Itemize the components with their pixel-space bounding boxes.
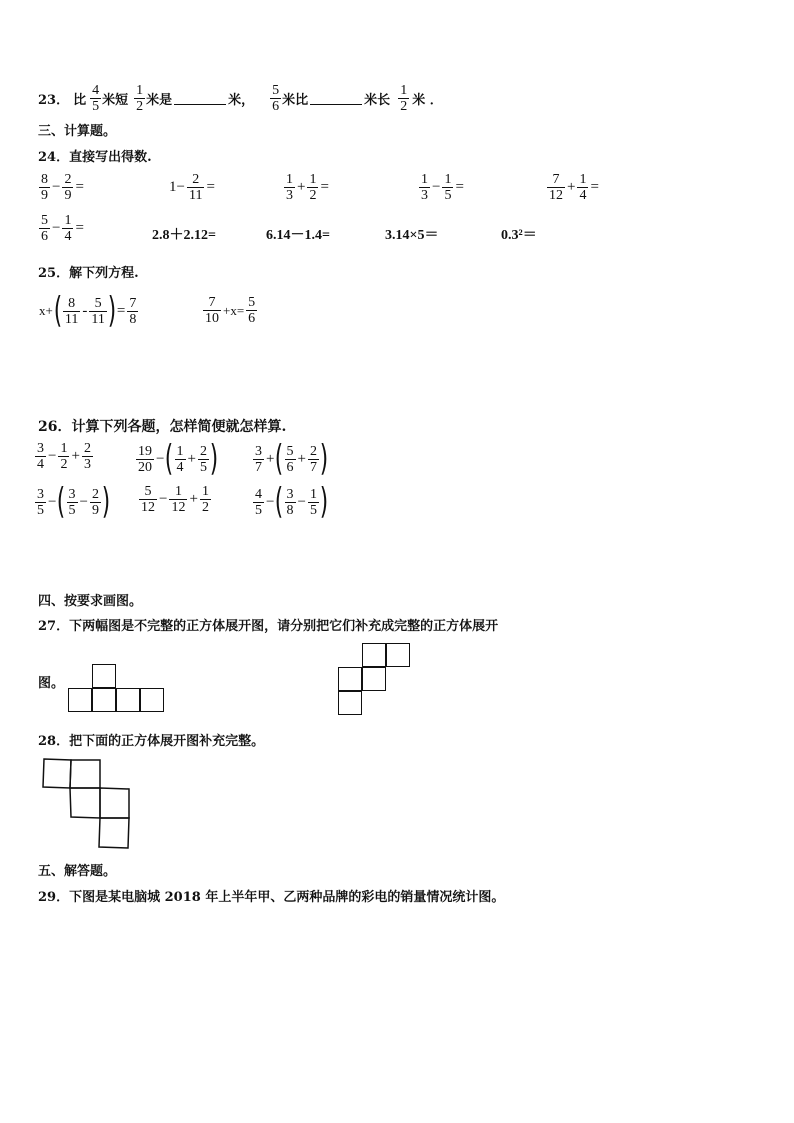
question-number: 23．: [38, 93, 70, 108]
question-27-title: 27．下两幅图是不完整的正方体展开图，请分别把它们补充成完整的正方体展开: [38, 619, 499, 634]
fraction: $\frac{5}{6}$: [272, 83, 280, 114]
fraction: $\frac{1}{2}$: [400, 83, 408, 114]
net-square: [92, 664, 116, 688]
question-24-title: 24．直接写出得数.: [38, 150, 152, 165]
calc-expression: $\frac{3}{4}$ − $\frac{1}{2}$ + $\frac{2}{3}$: [37, 441, 91, 472]
calc-item: 0.3²＝: [501, 228, 537, 243]
fraction: $\frac{4}{5}$: [92, 83, 100, 114]
calc-item: 2.8＋2.12=: [152, 228, 216, 243]
net-square: [43, 759, 71, 788]
calc-expression: $\frac{4}{5}$ − ( $\frac{3}{8}$ − $\frac{1}{5}$ ): [255, 481, 329, 522]
section-3-heading: 三、计算题。: [38, 124, 117, 139]
net-square: [338, 667, 362, 691]
question-25-title: 25．解下列方程.: [38, 266, 139, 281]
calc-item: $\frac{1}{3}$ − $\frac{1}{5}$ =: [421, 172, 464, 203]
calc-expression: $\frac{19}{20}$ − ( $\frac{1}{4}$ + $\frac{2}{5}$ ): [138, 438, 219, 479]
net-square: [70, 760, 100, 788]
calc-item: $\frac{5}{6}$ − $\frac{1}{4}$ =: [41, 213, 84, 244]
calc-item: 3.14×5＝: [385, 228, 439, 243]
equation-2: $\frac{7}{10}$ +x= $\frac{5}{6}$: [205, 295, 256, 326]
calc-expression: $\frac{5}{12}$ − $\frac{1}{12}$ + $\frac{1}{2}$: [141, 484, 209, 515]
question-28-title: 28．把下面的正方体展开图补充完整。: [38, 734, 265, 749]
calc-item: $\frac{7}{12}$ + $\frac{1}{4}$ =: [549, 172, 599, 203]
answer-blank[interactable]: [174, 93, 226, 105]
calc-item: $\frac{8}{9}$ − $\frac{2}{9}$ =: [41, 172, 84, 203]
net-square: [116, 688, 140, 712]
net-square: [100, 788, 129, 818]
calc-expression: $\frac{3}{5}$ − ( $\frac{3}{5}$ − $\frac{2}{9}$ ): [37, 481, 111, 522]
net-square: [386, 643, 410, 667]
net-square: [362, 643, 386, 667]
net-square: [92, 688, 116, 712]
net-square: [70, 788, 100, 818]
net-square: [99, 818, 129, 848]
fraction: $\frac{1}{2}$: [136, 83, 144, 114]
net-square: [140, 688, 164, 712]
net-square: [68, 688, 92, 712]
calc-item: $\frac{1}{3}$ + $\frac{1}{2}$ =: [286, 172, 329, 203]
section-4-heading: 四、按要求画图。: [38, 594, 143, 609]
calc-item: 1− $\frac{2}{11}$ =: [169, 172, 215, 203]
calc-item: 6.14－1.4=: [266, 228, 330, 243]
question-29-title: 29．下图是某电脑城 2018 年上半年甲、乙两种品牌的彩电的销量情况统计图。: [38, 890, 505, 905]
section-5-heading: 五、解答题。: [38, 864, 117, 879]
net-square: [362, 667, 386, 691]
question-26-title: 26．计算下列各题，怎样简便就怎样算.: [38, 419, 287, 435]
answer-blank[interactable]: [310, 93, 362, 105]
equation-1: x+ ( $\frac{8}{11}$ - $\frac{5}{11}$ ) = $\frac{7}{8}$: [39, 290, 137, 331]
question-23: 23． 比 $\frac{4}{5}$ 米短 $\frac{1}{2}$ 米是 米， $\frac{5}{6}$ 米比 米长 $\frac{1}{2}$ 米 ．: [38, 83, 443, 114]
cube-net-figure-3: [40, 756, 134, 852]
calc-expression: $\frac{3}{7}$ + ( $\frac{5}{6}$ + $\frac{2}{7}$ ): [255, 438, 329, 479]
net-square: [338, 691, 362, 715]
question-27-title-tail: 图。: [38, 676, 65, 691]
